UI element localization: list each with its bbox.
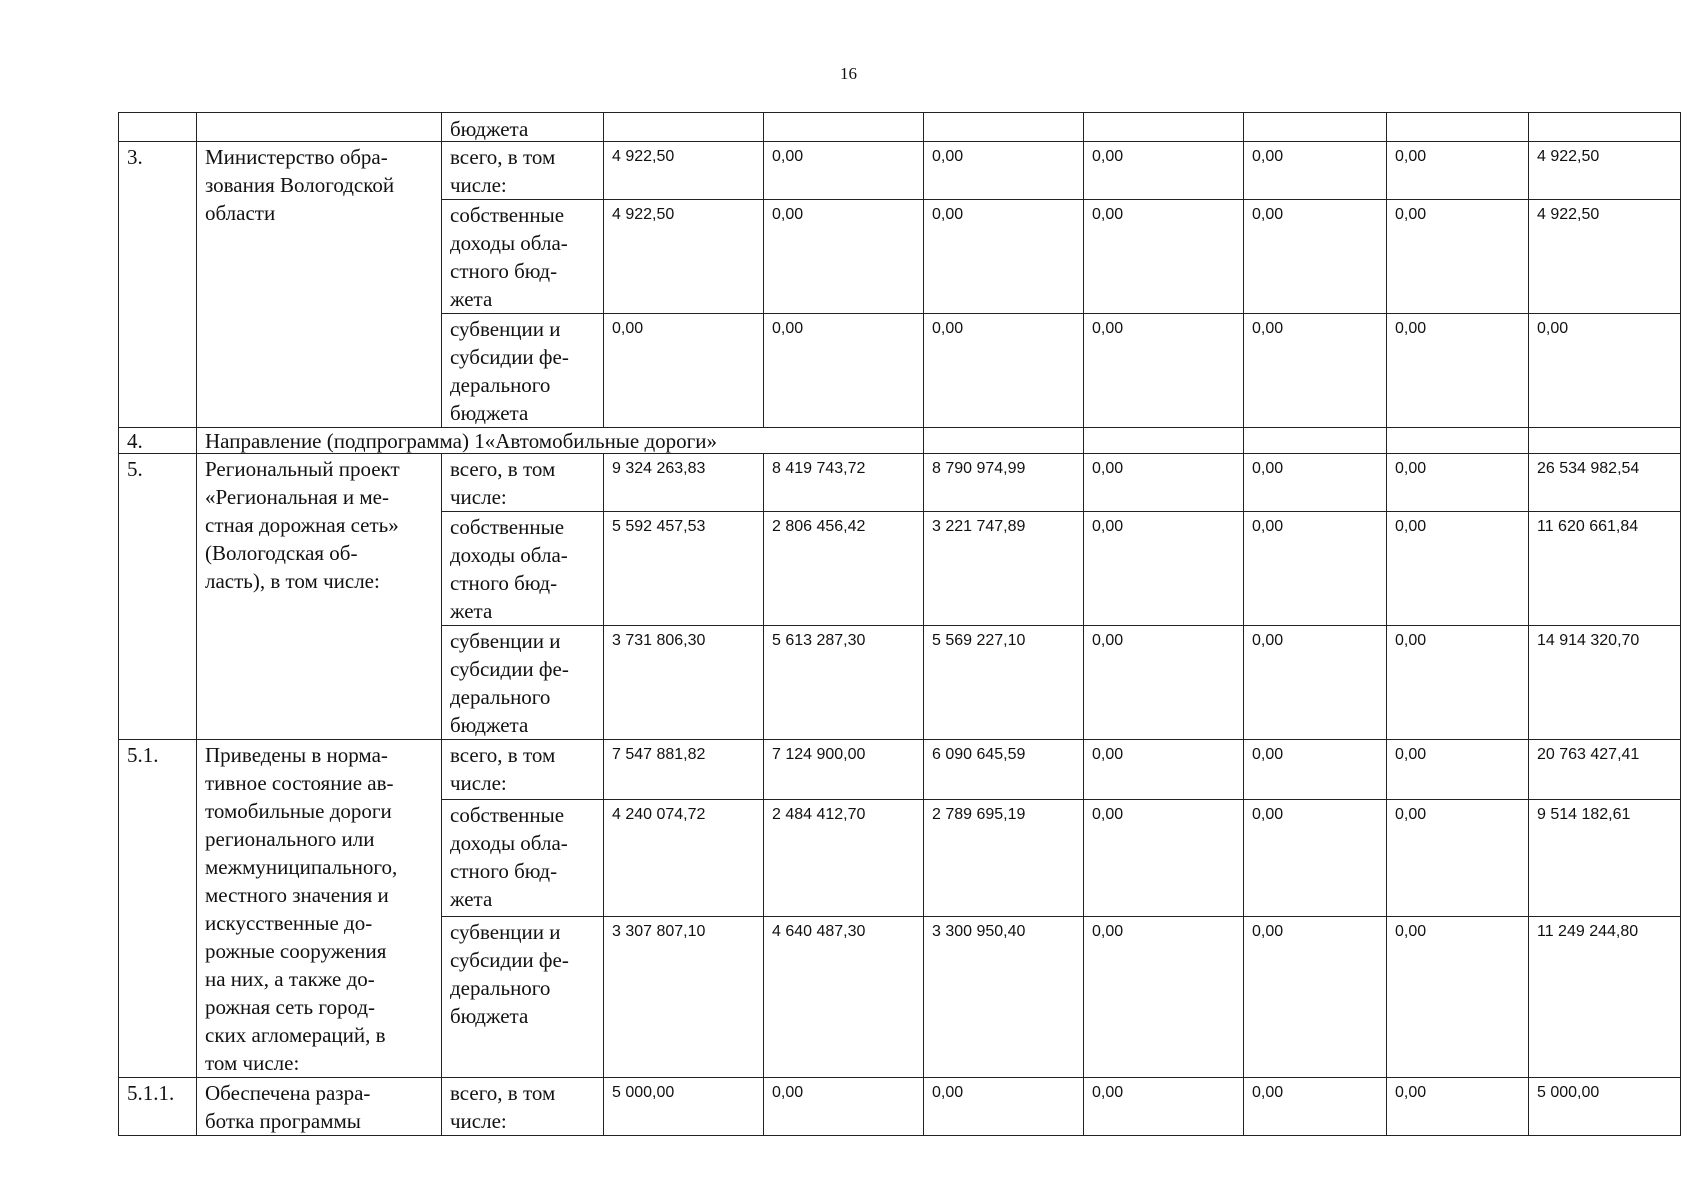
- amount-cell: 0,00: [1387, 512, 1529, 626]
- amount-cell: 0,00: [1244, 740, 1387, 800]
- funding-source-label: всего, в том числе:: [442, 740, 604, 800]
- funding-source-label: всего, в том числе:: [442, 454, 604, 512]
- amount-cell: 5 000,00: [1529, 1078, 1681, 1136]
- amount-cell: 0,00: [1084, 512, 1244, 626]
- amount-cell: 14 914 320,70: [1529, 626, 1681, 740]
- amount-cell: 4 922,50: [604, 142, 764, 200]
- amount-cell: 0,00: [604, 314, 764, 428]
- amount-cell: 8 790 974,99: [924, 454, 1084, 512]
- amount-cell: 4 922,50: [1529, 200, 1681, 314]
- budget-table: [118, 112, 1681, 1136]
- amount-cell: 0,00: [1244, 454, 1387, 512]
- amount-cell: 0,00: [1387, 799, 1529, 916]
- amount-cell: 3 300 950,40: [924, 917, 1084, 1078]
- amount-cell: 0,00: [1387, 917, 1529, 1078]
- amount-cell: 0,00: [1387, 626, 1529, 740]
- amount-cell: 11 249 244,80: [1529, 917, 1681, 1078]
- amount-cell: 0,00: [1244, 142, 1387, 200]
- amount-cell: 5 569 227,10: [924, 626, 1084, 740]
- continuation-empty-cell: [604, 113, 764, 142]
- amount-cell: 0,00: [1084, 626, 1244, 740]
- amount-cell: 0,00: [1084, 314, 1244, 428]
- amount-cell: 6 090 645,59: [924, 740, 1084, 800]
- continuation-row: [119, 113, 1681, 142]
- amount-cell: 0,00: [1244, 1078, 1387, 1136]
- amount-cell: 0,00: [924, 314, 1084, 428]
- row-name: Приведены в норма- тивное состояние ав- томобильные дороги регионального или межмуниципального, местного значения и искусственные до- рожные сооружения на них, а также до- рожная сеть город- ских агломераций, в том числе:: [197, 740, 442, 1078]
- continuation-empty-cell: [1387, 113, 1529, 142]
- amount-cell: 0,00: [1387, 454, 1529, 512]
- page-number: 16: [840, 64, 857, 83]
- amount-cell: 0,00: [1244, 512, 1387, 626]
- amount-cell: 0,00: [1084, 200, 1244, 314]
- amount-cell: 11 620 661,84: [1529, 512, 1681, 626]
- row-number: 5.1.1.: [119, 1078, 197, 1136]
- amount-cell: 0,00: [1084, 740, 1244, 800]
- amount-cell: 2 806 456,42: [764, 512, 924, 626]
- amount-cell: 0,00: [1387, 1078, 1529, 1136]
- row-number: 4.: [119, 428, 197, 454]
- table-row: [119, 454, 1681, 512]
- empty-cell: [924, 428, 1084, 454]
- funding-source-label: собственные доходы обла- стного бюд- жета: [442, 799, 604, 916]
- row-name: Региональный проект «Региональная и ме- стная дорожная сеть» (Вологодская об- ласть), в том числе:: [197, 454, 442, 740]
- amount-cell: 0,00: [764, 1078, 924, 1136]
- amount-cell: 5 000,00: [604, 1078, 764, 1136]
- amount-cell: 3 307 807,10: [604, 917, 764, 1078]
- amount-cell: 3 221 747,89: [924, 512, 1084, 626]
- amount-cell: 0,00: [764, 142, 924, 200]
- empty-cell: [1084, 428, 1244, 454]
- continuation-empty-cell: [1244, 113, 1387, 142]
- amount-cell: 2 484 412,70: [764, 799, 924, 916]
- continuation-empty-cell: [1529, 113, 1681, 142]
- amount-cell: 0,00: [1387, 314, 1529, 428]
- funding-source-label: субвенции и субсидии фе- дерального бюджета: [442, 917, 604, 1078]
- section-row: [119, 428, 1681, 454]
- amount-cell: 4 922,50: [604, 200, 764, 314]
- funding-source-label: всего, в том числе:: [442, 142, 604, 200]
- amount-cell: 0,00: [1084, 917, 1244, 1078]
- amount-cell: 0,00: [1387, 740, 1529, 800]
- empty-cell: [1244, 428, 1387, 454]
- amount-cell: 4 640 487,30: [764, 917, 924, 1078]
- row-number: 3.: [119, 142, 197, 428]
- amount-cell: 4 922,50: [1529, 142, 1681, 200]
- table-row: [119, 740, 1681, 800]
- amount-cell: 7 547 881,82: [604, 740, 764, 800]
- amount-cell: 0,00: [1244, 314, 1387, 428]
- amount-cell: 0,00: [764, 314, 924, 428]
- amount-cell: 0,00: [1084, 1078, 1244, 1136]
- amount-cell: 2 789 695,19: [924, 799, 1084, 916]
- continuation-label: бюджета: [442, 113, 604, 142]
- amount-cell: 0,00: [1529, 314, 1681, 428]
- amount-cell: 7 124 900,00: [764, 740, 924, 800]
- amount-cell: 0,00: [1244, 799, 1387, 916]
- amount-cell: 0,00: [1244, 200, 1387, 314]
- continuation-name-cell: [197, 113, 442, 142]
- table-row: [119, 1078, 1681, 1136]
- section-title: Направление (подпрограмма) 1«Автомобильные дороги»: [197, 428, 924, 454]
- empty-cell: [1387, 428, 1529, 454]
- amount-cell: 0,00: [1244, 626, 1387, 740]
- row-number: 5.1.: [119, 740, 197, 1078]
- amount-cell: 3 731 806,30: [604, 626, 764, 740]
- amount-cell: 0,00: [924, 1078, 1084, 1136]
- amount-cell: 0,00: [924, 142, 1084, 200]
- row-name: Министерство обра- зования Вологодской области: [197, 142, 442, 428]
- continuation-index-cell: [119, 113, 197, 142]
- table-row: [119, 142, 1681, 200]
- amount-cell: 0,00: [764, 200, 924, 314]
- funding-source-label: всего, в том числе:: [442, 1078, 604, 1136]
- continuation-empty-cell: [764, 113, 924, 142]
- amount-cell: 0,00: [1244, 917, 1387, 1078]
- amount-cell: 9 514 182,61: [1529, 799, 1681, 916]
- amount-cell: 9 324 263,83: [604, 454, 764, 512]
- empty-cell: [1529, 428, 1681, 454]
- funding-source-label: субвенции и субсидии фе- дерального бюджета: [442, 626, 604, 740]
- amount-cell: 0,00: [1084, 454, 1244, 512]
- amount-cell: 0,00: [924, 200, 1084, 314]
- amount-cell: 0,00: [1084, 142, 1244, 200]
- amount-cell: 0,00: [1084, 799, 1244, 916]
- row-number: 5.: [119, 454, 197, 740]
- amount-cell: 5 592 457,53: [604, 512, 764, 626]
- amount-cell: 26 534 982,54: [1529, 454, 1681, 512]
- amount-cell: 20 763 427,41: [1529, 740, 1681, 800]
- continuation-empty-cell: [924, 113, 1084, 142]
- amount-cell: 0,00: [1387, 200, 1529, 314]
- amount-cell: 0,00: [1387, 142, 1529, 200]
- amount-cell: 8 419 743,72: [764, 454, 924, 512]
- continuation-empty-cell: [1084, 113, 1244, 142]
- funding-source-label: собственные доходы обла- стного бюд- жета: [442, 200, 604, 314]
- funding-source-label: собственные доходы обла- стного бюд- жета: [442, 512, 604, 626]
- funding-source-label: субвенции и субсидии фе- дерального бюджета: [442, 314, 604, 428]
- amount-cell: 4 240 074,72: [604, 799, 764, 916]
- row-name: Обеспечена разра- ботка программы: [197, 1078, 442, 1136]
- amount-cell: 5 613 287,30: [764, 626, 924, 740]
